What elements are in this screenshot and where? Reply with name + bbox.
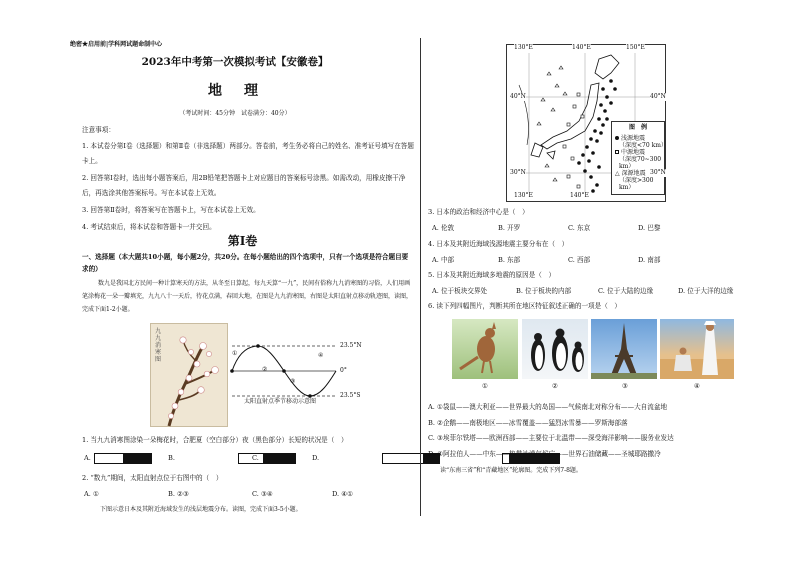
lat-label-30-left: 30°N bbox=[510, 169, 526, 176]
lon-label-130-bottom: 130°E bbox=[514, 192, 533, 199]
exam-title: 2023年中考第一次模拟考试【安徽卷】 bbox=[141, 56, 329, 68]
kangaroo-icon bbox=[452, 319, 518, 379]
watermark-header: 绝密★启用前|学科网试题命制中心 bbox=[70, 41, 163, 48]
lat-label-30-right: 30°N bbox=[650, 169, 666, 176]
q5-stem: 5. 日本及其附近海域多地震的原因是（ ） bbox=[428, 271, 556, 279]
q2-option-c[interactable]: C. ③④ bbox=[252, 490, 273, 498]
q1-option-a[interactable]: A. bbox=[84, 454, 91, 462]
q1-options bbox=[82, 453, 414, 464]
q2-option-b[interactable]: B. ②③ bbox=[168, 490, 189, 498]
legend-title: 图 例 bbox=[628, 124, 647, 131]
note-item: 1. 本试卷分第Ⅰ卷（选择题）和第Ⅱ卷（非选择题）两部分。答卷前，考生务必将自己的姓名、准考证号填写在答题卡上。 bbox=[82, 142, 414, 165]
figure-caption: 太阳直射点季节移动示意图 bbox=[244, 398, 317, 405]
q3-options bbox=[428, 224, 768, 234]
marker-3: ③ bbox=[290, 378, 296, 385]
legend-intermediate: 中源地震 bbox=[615, 149, 664, 156]
notes-heading: 注意事项： bbox=[82, 126, 115, 134]
q1-option-b[interactable]: B. bbox=[168, 454, 175, 462]
q4-options bbox=[428, 256, 768, 266]
q4-option-d[interactable]: D. 南部 bbox=[638, 256, 661, 264]
q7-8-lead: 读“东南三省”和“青藏地区”轮廓图。完成下列7-8题。 bbox=[440, 467, 582, 474]
exam-meta: （考试时间：45分钟 试卷满分：40分） bbox=[179, 110, 291, 117]
q4-stem: 4. 日本及其附近海域浅源地震主要分布在（ ） bbox=[428, 240, 569, 248]
notes-list bbox=[82, 139, 414, 235]
map-legend: 图 例 浅源地震 （深度<70 km） 中源地震 （深度70~300 km） △ 深源地震 （深度>300 km） bbox=[611, 121, 665, 195]
note-item: 4. 考试结束后，将本试卷和答题卡一并交回。 bbox=[82, 223, 216, 231]
lon-label-140-top: 140°E bbox=[572, 44, 591, 51]
figure-vertical-title: 九九消寒图 bbox=[155, 328, 162, 363]
q3-5-lead: 下图示意日本及其附近海域发生的浅层地震分布。读图，完成下面3-5小题。 bbox=[100, 506, 302, 513]
passage-text: 数九是我国北方民间一种计算寒天的方法，从冬至日算起，每九天算“一九”，民间有俗称九九消寒图的习俗，人们用画笔涂梅花一朵一瓣填充，九九八十一天后，待花点满，春回大地，在图是九九消寒图，右图是太阳直射点移动轨迹图，读图，完成下面1-2小题。 bbox=[82, 280, 413, 313]
q3-option-a[interactable]: A. 伦敦 bbox=[432, 224, 455, 232]
marker-1: ① bbox=[232, 350, 238, 357]
column-divider bbox=[420, 38, 421, 516]
q5-option-c[interactable]: C. 位于大陆的边缘 bbox=[598, 287, 654, 295]
photo-penguins bbox=[522, 319, 588, 379]
lat-label-equator: 0° bbox=[340, 367, 347, 374]
q6-stem: 6. 读下列四幅图片，判断其所在地区特征叙述正确的一项是（ ） bbox=[428, 302, 622, 310]
plum-blossom-figure bbox=[150, 323, 228, 427]
q4-option-c[interactable]: C. 西部 bbox=[568, 256, 591, 264]
q5-options bbox=[428, 287, 768, 297]
note-item: 3. 回答第Ⅱ卷时，将答案写在答题卡上，写在本试卷上无效。 bbox=[82, 206, 260, 214]
q2-stem: 2. “数九”期间，太阳直射点位于右图中的（ ） bbox=[82, 474, 223, 482]
eiffel-tower-icon bbox=[591, 319, 657, 379]
legend-deep: △ 深源地震 bbox=[615, 169, 646, 177]
q5-option-b[interactable]: B. 位于板块的内部 bbox=[516, 287, 572, 295]
photo-label-2: ② bbox=[552, 382, 558, 390]
photo-arab-man bbox=[660, 319, 734, 379]
section-instruction: 一、选择题（本大题共10小题，每小题2分，共20分。在每小题给出的四个选项中，只有一个选项是符合题目要求的） bbox=[82, 253, 409, 273]
photo-kangaroo bbox=[452, 319, 518, 379]
subject-title: 地 理 bbox=[208, 83, 262, 99]
q3-option-c[interactable]: C. 东京 bbox=[568, 224, 591, 232]
q3-option-b[interactable]: B. 开罗 bbox=[498, 224, 521, 232]
q5-option-a[interactable]: A. 位于板块交界处 bbox=[432, 287, 488, 295]
lon-label-140-bottom: 140°E bbox=[570, 192, 589, 199]
q6-option-c[interactable]: C. ③埃菲尔铁塔——欧洲西部——主要位于北温带——深受海洋影响——服务业发达 bbox=[428, 434, 674, 442]
photo-label-3: ③ bbox=[622, 382, 628, 390]
japan-earthquake-map bbox=[506, 44, 666, 202]
photo-label-1: ① bbox=[482, 382, 488, 390]
q6-option-d[interactable]: D. ④阿拉伯人——中东——热带沙漠气候广——世界石油储藏——圣城耶路撒冷 bbox=[428, 449, 661, 458]
lat-label-capricorn: 23.5°S bbox=[340, 392, 361, 399]
q4-option-b[interactable]: B. 东部 bbox=[498, 256, 521, 264]
triangle-icon: △ bbox=[615, 169, 620, 177]
q3-option-d[interactable]: D. 巴黎 bbox=[638, 224, 661, 232]
arab-man-icon bbox=[660, 319, 734, 379]
q1-b-daynight-bar bbox=[238, 453, 296, 464]
marker-2: ② bbox=[262, 366, 268, 373]
q2-option-a[interactable]: A. ① bbox=[84, 490, 99, 498]
q5-option-d[interactable]: D. 位于大洋的边缘 bbox=[678, 287, 734, 295]
penguin-icon bbox=[522, 319, 588, 379]
q2-option-d[interactable]: D. ④① bbox=[332, 490, 354, 498]
q1-a-daynight-bar bbox=[94, 453, 152, 464]
legend-shallow: 浅源地震 bbox=[615, 135, 664, 142]
photo-eiffel-tower bbox=[591, 319, 657, 379]
lat-label-40-right: 40°N bbox=[650, 93, 666, 100]
q1-stem: 1. 当九九消寒图涂染一朵梅花时，合肥夏（空白部分）夜（黑色部分）长短的状况是（ ） bbox=[82, 436, 348, 444]
q4-option-a[interactable]: A. 中部 bbox=[432, 256, 455, 264]
filled-circle-icon bbox=[615, 136, 619, 140]
square-icon bbox=[615, 150, 619, 154]
lat-label-cancer: 23.5°N bbox=[340, 342, 362, 349]
marker-4: ④ bbox=[318, 352, 324, 359]
q6-option-a[interactable]: A. ①袋鼠——澳大利亚——世界最大的岛国——气候南北对称分布——大自流盆地 bbox=[428, 403, 668, 411]
lon-label-130-top: 130°E bbox=[514, 44, 533, 51]
q6-options bbox=[428, 400, 778, 462]
photo-label-4: ④ bbox=[694, 382, 700, 390]
lon-label-150-top: 150°E bbox=[626, 44, 645, 51]
section-title: 第Ⅰ卷 bbox=[227, 234, 258, 248]
plum-branch-icon bbox=[151, 324, 229, 428]
note-item: 2. 回答第Ⅰ卷时，选出每小题答案后，用2B铅笔把答题卡上对应题目的答案标号涂黑。如需改动，用橡皮擦干净后，再选涂其他答案标号。写在本试卷上无效。 bbox=[82, 174, 406, 197]
q1-option-d[interactable]: D. bbox=[312, 454, 320, 462]
q3-stem: 3. 日本的政治和经济中心是（ ） bbox=[428, 208, 529, 216]
q1-option-c[interactable]: C. bbox=[252, 454, 259, 462]
lat-label-40-left: 40°N bbox=[510, 93, 526, 100]
q6-option-b[interactable]: B. ②企鹅——南极地区——冰雪覆盖——猛烈冰雪暴——罗斯海部落 bbox=[428, 418, 628, 427]
